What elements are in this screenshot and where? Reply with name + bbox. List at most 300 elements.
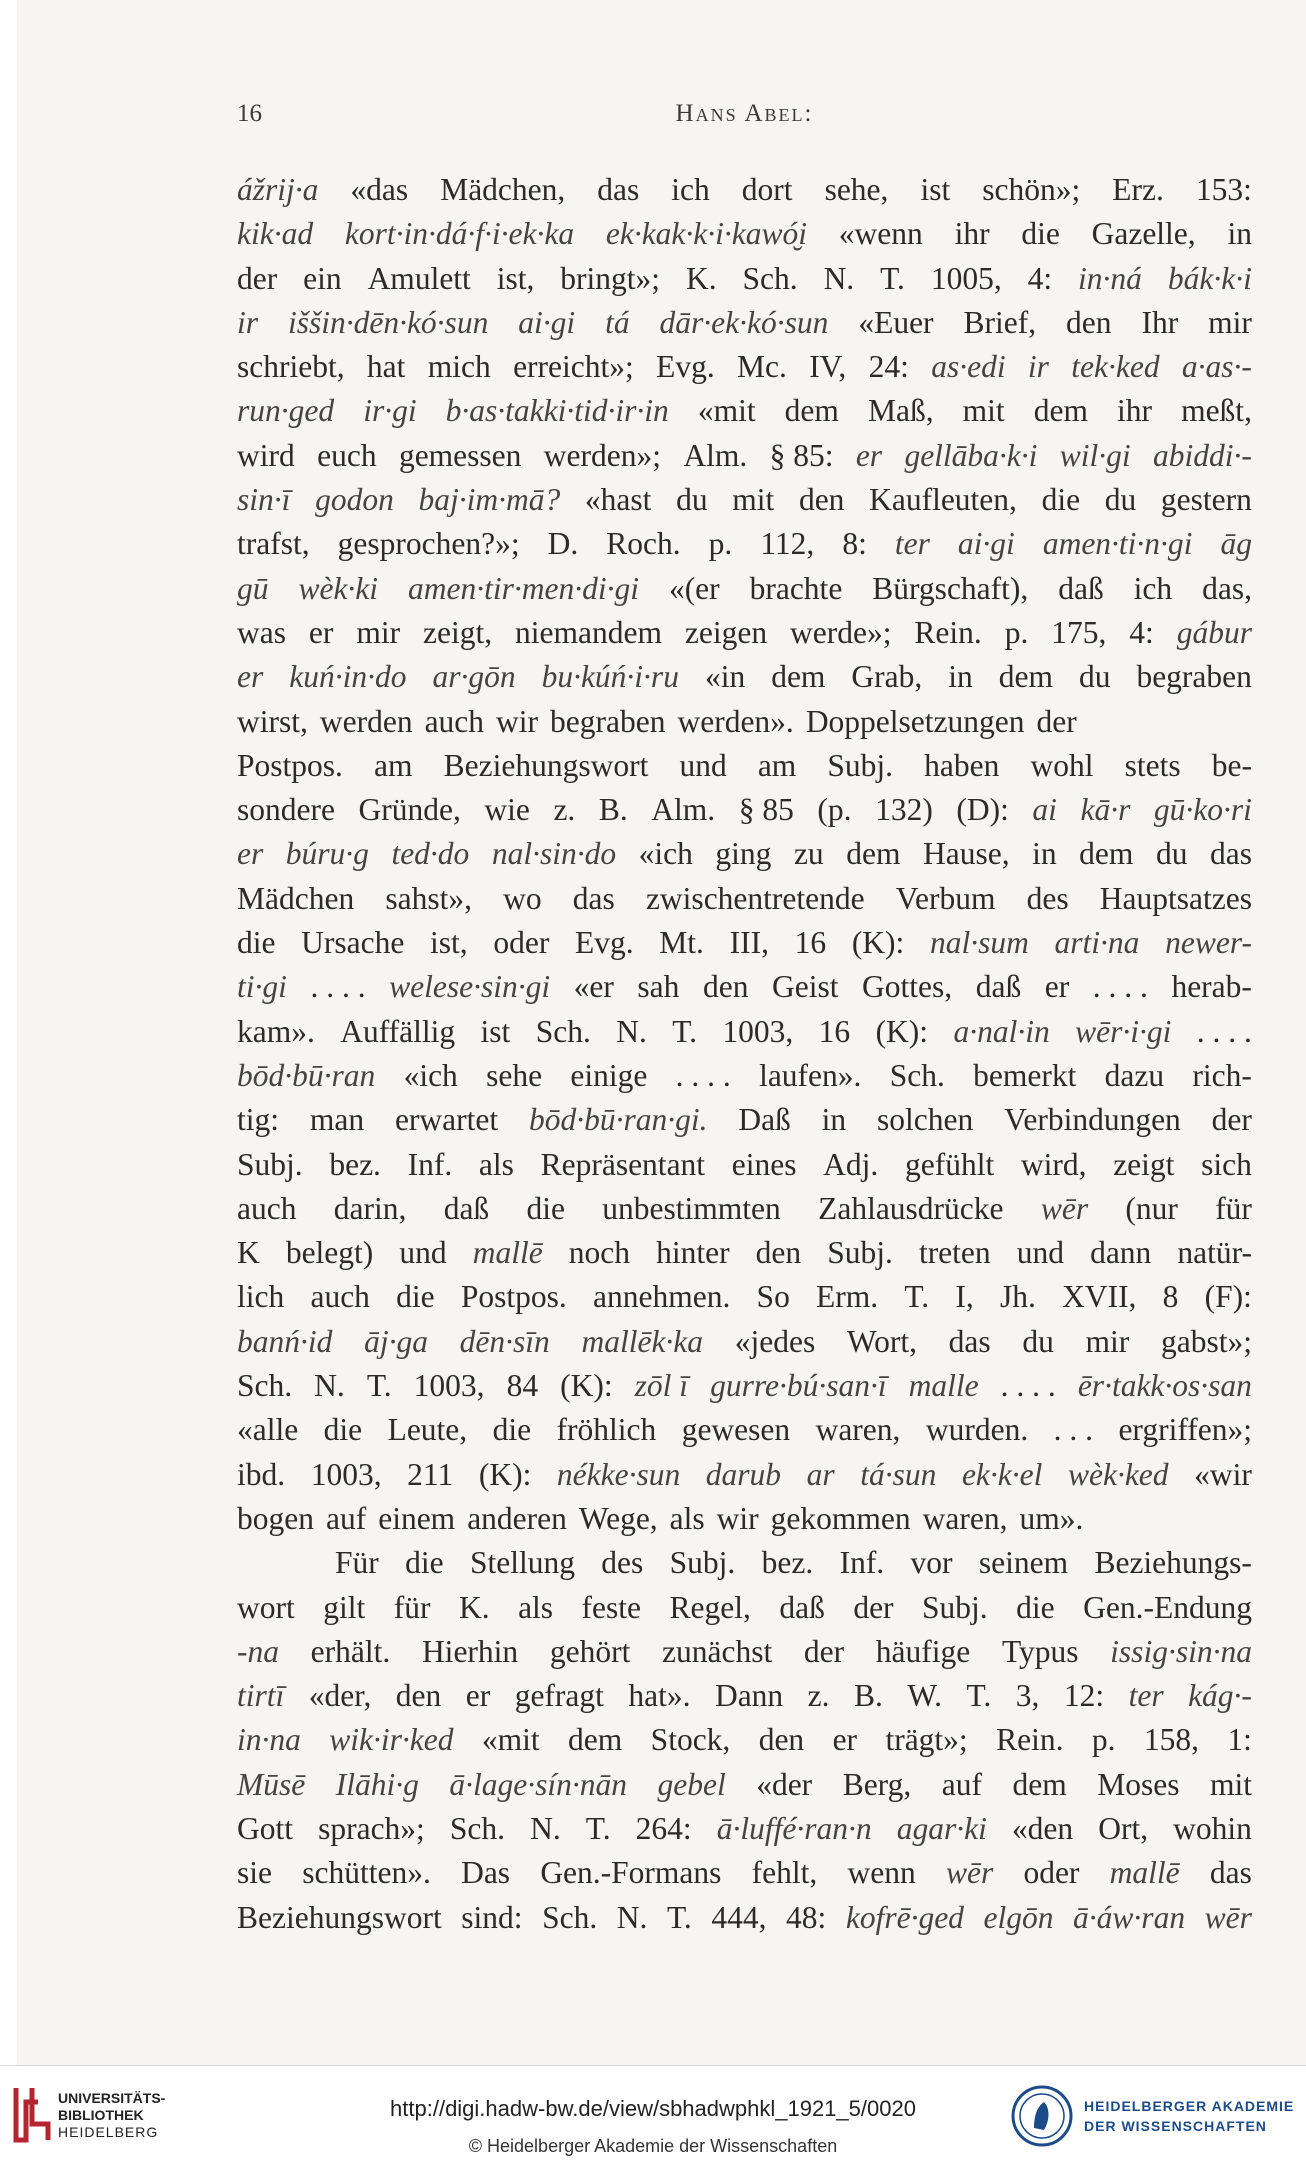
word: Ursache [301,925,405,961]
text-line [237,1010,1252,1054]
word: «hast [584,482,652,518]
text-line [237,700,1252,744]
word: Doppelsetzungen [805,703,1025,739]
word: gabst»; [1160,1323,1252,1359]
word: ihr [1117,393,1153,429]
word: wenn [847,1855,916,1891]
word: 12: [1063,1678,1105,1714]
transliterated-word: nal·sin·do [491,836,617,872]
word: sondere [237,792,335,828]
transliterated-word: wil·gi [1059,437,1131,473]
word: «den [1011,1810,1074,1846]
transliterated-word: ai [1032,792,1057,828]
word: 132) [875,792,933,828]
word: . . . . [310,969,366,1005]
transliterated-word: tirtī [237,1678,285,1714]
text-line [237,611,1252,655]
word: ich [1133,570,1173,606]
word: Subj. [922,1589,988,1625]
word: schriebt, [237,349,345,385]
transliterated-word: iššin·dēn·kó·sun [287,304,489,340]
transliterated-word: wik·ir·ked [329,1722,454,1758]
word: hat [366,349,406,385]
word: Adj. [823,1146,879,1182]
word: Gott [237,1810,294,1846]
text-line [237,1453,1252,1497]
transliterated-word: āg [1220,526,1252,562]
word: seinem [978,1545,1069,1581]
word: der [1211,1102,1252,1138]
word: 211 [407,1456,454,1492]
word: Postpos. [460,1279,567,1315]
word: auch [237,1190,297,1226]
transliterated-word: mallēk·ka [581,1323,704,1359]
word: I, [955,1279,974,1315]
word: 16 [794,925,827,961]
word: auch [424,703,485,739]
word: darin, [333,1190,407,1226]
word: er [308,614,334,650]
word: oder [1023,1855,1080,1891]
text-line [237,655,1252,699]
word: feste [581,1589,642,1625]
word: . . . . [1092,969,1148,1005]
word: wo [503,880,542,916]
word: und [399,1235,447,1271]
word: Bürgschaft), [872,570,1029,606]
word: gehört [549,1633,631,1669]
word: (K): [851,925,905,961]
word: der [1036,703,1077,739]
transliterated-word: tá·sun [860,1456,937,1492]
word: die [396,1279,435,1315]
word: mit [732,482,775,518]
word: als [478,1146,514,1182]
word: Sch. [237,1368,293,1404]
word: (K): [478,1456,532,1492]
word: «der, [308,1678,372,1714]
word: haben [924,747,1000,783]
text-line [237,1763,1252,1807]
word: trägt»; [885,1722,968,1758]
word: (K): [875,1013,929,1049]
transliterated-word: in·na [237,1722,301,1758]
word: Für [335,1545,379,1581]
word: Hauptsatzes [1099,880,1252,916]
word: Rein. [996,1722,1064,1758]
word: 1003, [413,1368,485,1404]
word: den [758,1722,805,1758]
transliterated-word: newer- [1165,925,1252,961]
transliterated-word: ir [237,304,259,340]
word: Dann [714,1678,784,1714]
word: sehe [486,1057,543,1093]
word: Berg, [842,1766,912,1802]
word: treten [918,1235,991,1271]
word: am [757,747,797,783]
word: «wir [1194,1456,1252,1492]
word: Stock, [650,1722,731,1758]
word: Subj. [827,1235,893,1271]
transliterated-word: a·as·- [1181,349,1252,385]
word: auf [941,1766,982,1802]
word: mich [427,349,491,385]
word: «er [573,969,614,1005]
text-line [237,1098,1252,1142]
word: zwischentretende [645,880,865,916]
word: Gottes, [862,969,953,1005]
word: 1003, [722,1013,794,1049]
word: Gen.-Endung [1083,1589,1252,1625]
word: 48: [786,1899,827,1935]
word: Hause, [922,836,1010,872]
transliterated-word: sin·ī [237,482,291,518]
word: T. [966,1678,992,1714]
word: das [572,880,615,916]
running-header [237,100,1252,140]
word: dort [741,172,793,207]
transliterated-word: ai·gi [957,526,1015,562]
transliterated-word: wèk·ki [298,570,379,606]
word: Mt. [659,925,704,961]
word: W. [907,1678,943,1714]
word: z. [553,792,576,828]
word: p. [1091,1722,1116,1758]
word: wird [237,437,295,473]
word: laufen». [759,1057,862,1093]
word: der [803,1633,845,1669]
word: waren, [922,1500,1008,1536]
word: Typus [1001,1633,1079,1669]
library-line-3: HEIDELBERG [58,2124,159,2140]
word: dem [771,659,826,695]
word: 175, [1051,614,1107,650]
text-line [237,1497,1252,1541]
word: (p. [817,792,852,828]
word: noch [568,1235,630,1271]
body-text [237,168,1252,1940]
word: mit [962,393,1005,429]
transliterated-word: er [237,836,264,872]
transliterated-word: nal·sum [929,925,1029,961]
text-line [237,1408,1252,1452]
word: als [669,1500,705,1536]
word: kam». [237,1013,315,1049]
word: B. [853,1678,883,1714]
text-line [237,434,1252,478]
transliterated-word: bu·kúń·i·ru [541,659,679,695]
text-line [237,1364,1252,1408]
word: der [853,1589,894,1625]
word: 24: [868,349,909,385]
word: was [237,614,286,650]
word: Kaufleuten, [869,482,1017,518]
word: Stellung [469,1545,575,1581]
word: in [821,1102,847,1138]
word: 153: [1195,172,1252,207]
text-line [237,389,1252,433]
text-line [237,478,1252,522]
word: Subj. [669,1545,736,1581]
word: gemessen [398,437,522,473]
transliterated-word: mallē [472,1235,543,1271]
word: wohin [1173,1810,1252,1846]
word: stets [1124,747,1181,783]
word: Sch. [742,260,798,296]
transliterated-word: malle [908,1368,979,1404]
transliterated-word: elgōn [983,1899,1054,1935]
word: er [465,1678,491,1714]
word: Zahlausdrücke [818,1190,1004,1226]
transliterated-word: ir [1027,349,1049,385]
word: gefühlt [904,1146,995,1182]
word: Ihr [1141,304,1179,340]
word: Jh. [999,1279,1036,1315]
word: 444, [711,1899,767,1935]
transliterated-word: banń·id [237,1323,333,1359]
word: So [756,1279,790,1315]
word: begraben [550,703,666,739]
word: dem [784,393,839,429]
word: Sch. [542,1899,598,1935]
word: wurden. [925,1412,1029,1448]
text-line [237,877,1252,921]
word: daß [779,1589,825,1625]
word: daß [443,1190,490,1226]
word: Gründe, [358,792,461,828]
word: sah [637,969,680,1005]
transliterated-word: tá [605,304,630,340]
word: sind: [461,1899,523,1935]
word: Evg. [575,925,634,961]
word: 1003, [310,1456,382,1492]
word: dem [1079,836,1134,872]
word: die [1016,1589,1055,1625]
transliterated-word: bōd·bū·ran [237,1057,376,1093]
transliterated-word: zōl ī [634,1368,689,1404]
word: du [1155,836,1188,872]
transliterated-word: b·as·takki·tid·ir·in [445,393,669,429]
word: dann [1090,1235,1152,1271]
word: Leute, [387,1412,468,1448]
transliterated-word: ter [894,526,930,562]
running-title: Hans Abel: [675,100,814,127]
word: Sch. [889,1057,945,1093]
text-line [237,921,1252,965]
transliterated-word: ted·do [391,836,470,872]
word: in [948,659,973,695]
word: 158, [1143,1722,1199,1758]
transliterated-word: ar [806,1456,835,1492]
word: zunächst [662,1633,773,1669]
word: mir [1208,304,1252,340]
academy-seal-icon [1010,2084,1074,2148]
word: ergriffen»; [1118,1412,1252,1448]
text-line [237,1231,1252,1275]
word: eines [731,1146,797,1182]
scanned-page [17,0,1306,2065]
word: man [309,1102,365,1138]
word: «ich [638,836,693,872]
word: Wort, [846,1323,917,1359]
word: sahst», [385,880,472,916]
word: werden»; [543,437,661,473]
word: rich- [1192,1057,1252,1093]
word: die [526,1190,565,1226]
word: Repräsentant [540,1146,706,1182]
word: du [1022,1323,1054,1359]
word: auf [325,1500,367,1536]
word: Moses [1097,1766,1180,1802]
word: zeigt, [423,614,493,650]
word: den [395,1678,442,1714]
word: fröhlich [556,1412,657,1448]
text-line [237,965,1252,1009]
word: «wenn [838,216,923,252]
word: ibd. [237,1456,286,1492]
word: Grab, [851,659,923,695]
word: sich [1201,1146,1252,1182]
word: zeigen [684,614,768,650]
transliterated-word: ēr·takk·os·san [1077,1368,1252,1404]
transliterated-word: ā·luffé·ran·n [716,1810,872,1846]
word: «jedes [734,1323,816,1359]
text-line [237,832,1252,876]
transliterated-word: -na [237,1633,279,1669]
word: gekommen [770,1500,911,1536]
word: Erz. [1112,172,1164,207]
word: Postpos. [237,747,343,783]
transliterated-word: arti·na [1054,925,1140,961]
word: dazu [1104,1057,1165,1093]
word: III, [729,925,769,961]
word: IV, [809,349,847,385]
library-line-2: BIBLIOTHEK [58,2107,144,2123]
transliterated-word: ážrij·a [237,172,319,207]
word: belegt) [285,1235,374,1271]
text-line [237,1718,1252,1762]
word: Inf. [407,1146,453,1182]
text-line [237,1541,1252,1585]
transliterated-word: wēr [1204,1899,1252,1935]
word: einem [378,1500,456,1536]
word: bogen [237,1500,314,1536]
word: Roch. [606,526,681,562]
word: lich [237,1279,285,1315]
word: des [1026,880,1069,916]
word: Daß [738,1102,791,1138]
word: bringt»; [560,260,661,296]
word: Mc. [737,349,787,385]
word: fehlt, [751,1855,818,1891]
word: erwartet [394,1102,499,1138]
word: Inf. [839,1545,885,1581]
word: B. [598,792,628,828]
academy-line-2: DER WISSENSCHAFTEN [1084,2118,1267,2134]
transliterated-word: amen·tir·men·di·gi [408,570,639,606]
word: Mädchen, [440,172,566,207]
word: Beziehungs- [1094,1545,1252,1581]
word: 112, [760,526,815,562]
word: N. [314,1368,345,1404]
word: Sch. [449,1810,506,1846]
word: wird, [1020,1146,1087,1182]
permalink[interactable]: http://digi.hadw-bw.de/view/sbhadwphkl_1921_5/0020 [390,2096,916,2121]
text-line [237,1851,1252,1895]
word: Brief, [963,304,1037,340]
transliterated-word: ai·gi [518,304,576,340]
word: ging [715,836,772,872]
word: ist, [430,925,468,961]
word: bemerkt [973,1057,1077,1093]
text-line [237,1630,1252,1674]
word: 3, [1015,1678,1040,1714]
word: erreicht»; [513,349,634,385]
word: «alle [237,1412,299,1448]
word: bez. [761,1545,814,1581]
word: dem [568,1722,623,1758]
word: N. [530,1810,561,1846]
transliterated-word: āj·ga [364,1323,428,1359]
word: be- [1211,747,1252,783]
word: Geist [772,969,839,1005]
word: das [1209,1855,1252,1891]
word: auch [310,1279,370,1315]
transliterated-word: gū·ko·ri [1153,792,1252,828]
word: als [518,1589,554,1625]
word: . . . . [1000,1368,1056,1404]
word: Verbindungen [1004,1102,1181,1138]
transliterated-word: ā·lage·sín·nān [449,1766,627,1802]
word: 4: [1027,260,1053,296]
word: ihr [954,216,990,252]
word: Auffällig [340,1013,456,1049]
transliterated-word: gellāba·k·i [904,437,1038,473]
transliterated-word: kā·r [1080,792,1131,828]
transliterated-word: kik·ad [237,216,314,252]
word: gewesen [681,1412,791,1448]
transliterated-word: dār·ek·kó·sun [659,304,829,340]
transliterated-word: ter [1128,1678,1164,1714]
text-line [237,1320,1252,1364]
word: Gazelle, [1091,216,1196,252]
word: 84 [506,1368,539,1404]
word: Subj. [827,747,894,783]
word: wir [496,703,539,739]
word: vor [910,1545,953,1581]
word: 1005, [930,260,1002,296]
word: «(er [668,570,720,606]
word: den [1066,304,1112,340]
word: (F): [1204,1279,1252,1315]
word: wirst, [237,703,308,739]
text-line [237,567,1252,611]
word: er [832,1722,858,1758]
word: Amulett [367,260,471,296]
word: mir [356,614,401,650]
word: am [374,747,413,783]
word: das [1209,836,1252,872]
word: erhält. [310,1633,391,1669]
text-line [237,1896,1252,1940]
word: Ort, [1098,1810,1149,1846]
word: (K): [560,1368,613,1404]
word: wort [237,1589,295,1625]
transliterated-word: er [237,659,264,695]
transliterated-word: ek·k·el [961,1456,1043,1492]
word: K. [458,1589,490,1625]
word: daß [975,969,1022,1005]
